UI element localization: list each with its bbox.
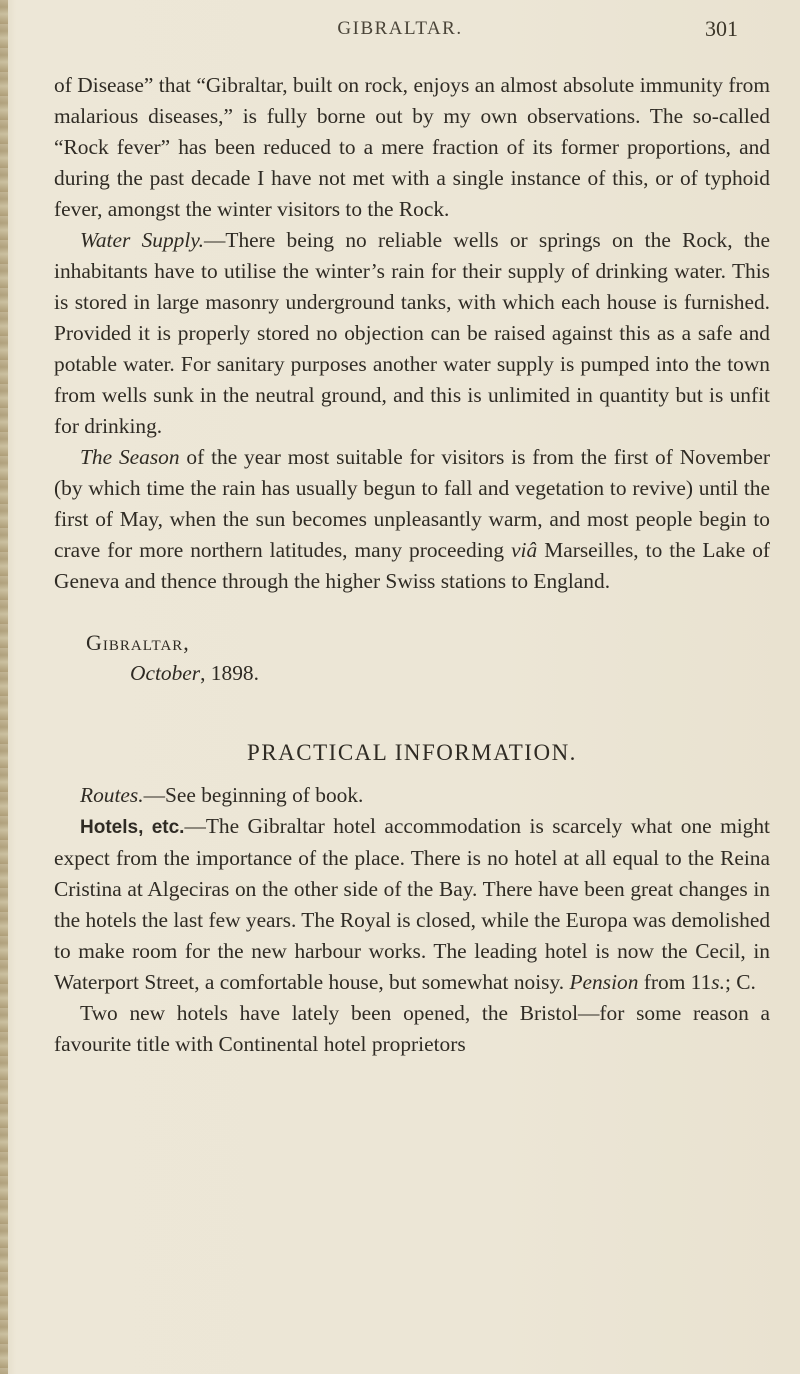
season-text-1: of the year most suitable for visitors is from the first of November (by which time the rain has usually begun to fall and vegetation to revive) until the first of May, when the sun becomes unpleasantly warm, and most people begin to crave for more northern latitudes, many proceeding	[54, 445, 770, 562]
paragraph-water-supply	[54, 225, 770, 442]
signoff-place: Gibraltar,	[86, 630, 190, 655]
page-body	[54, 70, 770, 1060]
hotels-text-1: —The Gibraltar hotel accommodation is scarcely what one might expect from the importance of the place. There is no hotel at all equal to the Reina Cristina at Algeciras on the other side of the Bay. There have been great changes in the hotels the last few years. The Royal is closed, while the Europa was demolished to make room for the new harbour works. The leading hotel is now the Cecil, in Waterport Street, a comfortable house, but somewhat noisy.	[54, 814, 771, 994]
water-supply-heading: Water Supply.	[80, 228, 204, 252]
page-header	[40, 12, 760, 42]
signoff-year: , 1898.	[200, 661, 259, 685]
section-heading: PRACTICAL INFORMATION.	[247, 740, 577, 765]
water-supply-text: —There being no reliable wells or springs on the Rock, the inhabitants have to utilise the winter’s rain for their supply of drinking water. This is stored in large masonry underground tanks, with which each house is furnished. Provided it is properly stored no objection can be raised against this as a safe and potable water. For sanitary purposes another water supply is pumped into the town from wells sunk in the neutral ground, and this is unlimited in quantity but is unfit for drinking.	[54, 228, 770, 438]
paragraph-routes	[54, 780, 770, 811]
page-number: 301	[705, 16, 738, 41]
hotels-text-2: from 11	[638, 970, 712, 994]
hotels-text-3: ; C.	[724, 970, 756, 994]
season-heading: The Season	[80, 445, 180, 469]
hotels-heading: Hotels, etc.	[80, 817, 185, 838]
paragraph-season	[54, 442, 770, 597]
signoff	[54, 627, 770, 689]
binding-edge	[0, 0, 8, 1374]
season-text-2: Marseilles, to the Lake of Geneva and thence through the higher Swiss stations to England.	[54, 538, 771, 593]
signoff-month: October	[130, 661, 201, 685]
hotels-shillings: s.	[711, 970, 725, 994]
paragraph-new-hotels: Two new hotels have lately been opened, the Bristol—for some reason a favourite title with Continental hotel proprietors	[54, 1001, 770, 1056]
paragraph-hotels	[54, 811, 770, 998]
paragraph-disease: of Disease” that “Gibraltar, built on rock, enjoys an almost absolute immunity from malarious diseases,” is fully borne out by my own observations. The so-called “Rock fever” has been reduced to a mere fraction of its former proportions, and during the past decade I have not met with a single instance of this, or of typhoid fever, amongst the winter visitors to the Rock.	[54, 73, 770, 221]
hotels-pension: Pension	[569, 970, 639, 994]
running-head: GIBRALTAR.	[337, 18, 463, 39]
routes-text: —See beginning of book.	[143, 783, 364, 807]
season-via: viâ	[511, 538, 538, 562]
signoff-date	[130, 658, 259, 689]
routes-heading: Routes.	[80, 783, 144, 807]
